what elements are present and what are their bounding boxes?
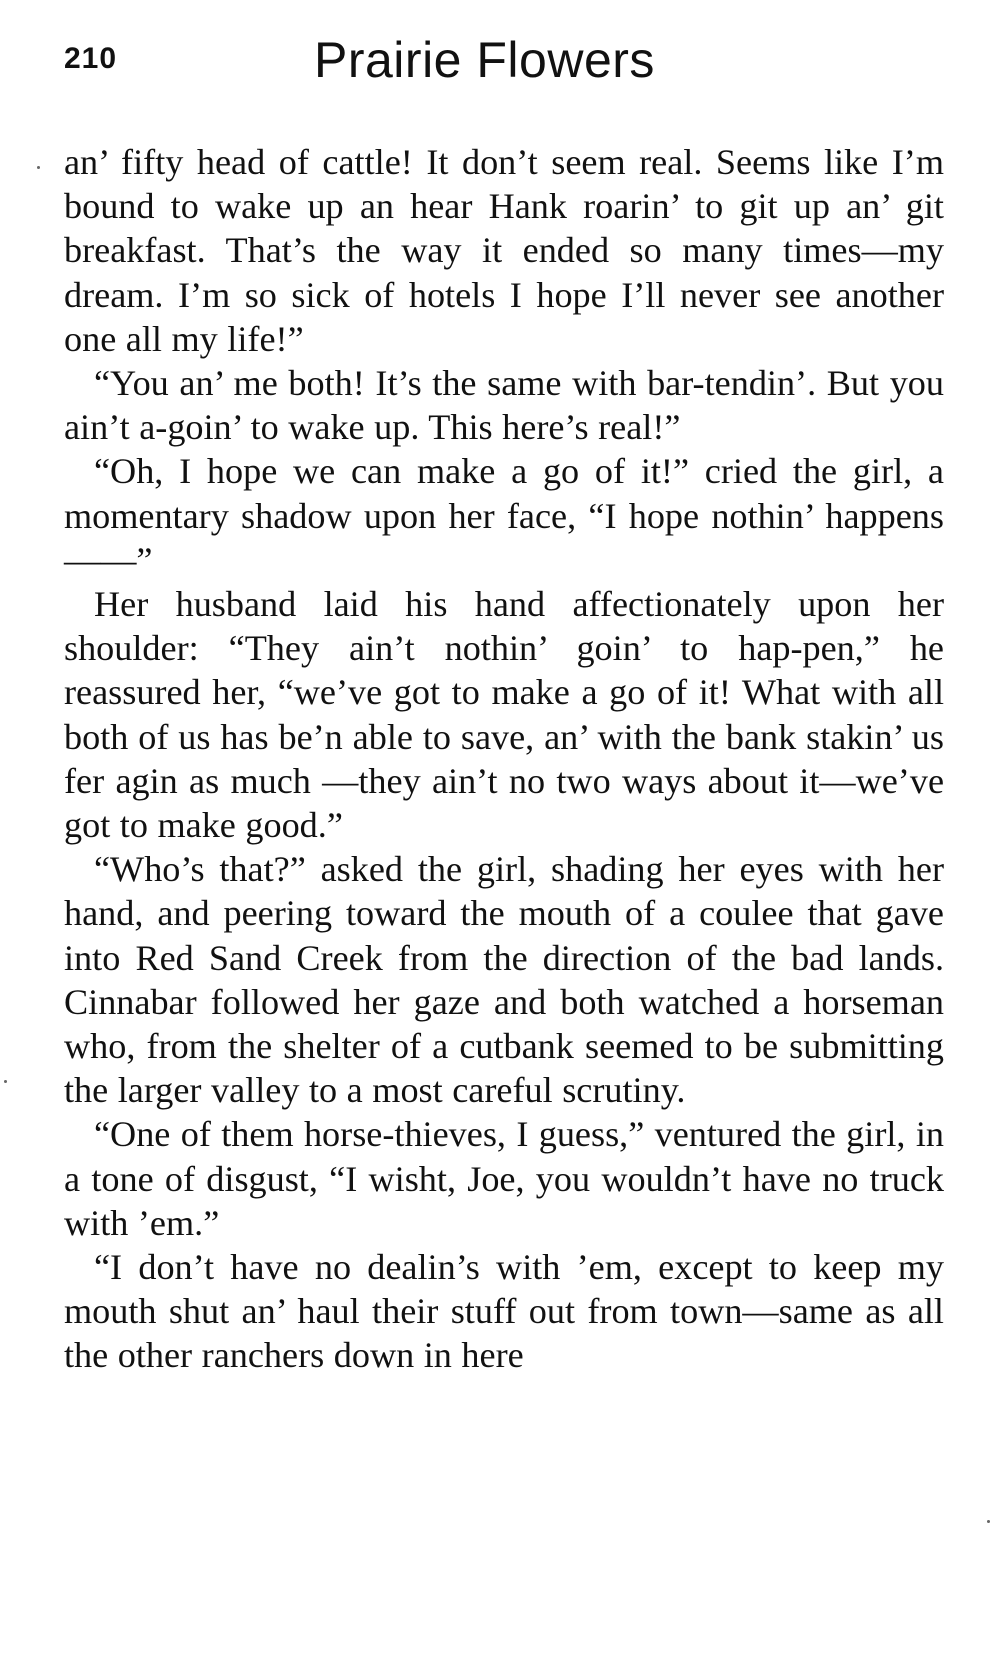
paragraph: “One of them horse-thieves, I guess,” ventured the girl, in a tone of disgust, “I wisht, Joe, you wouldn’t have no truck with ’em.”: [64, 1114, 944, 1243]
scan-speck: [37, 166, 40, 169]
paragraph: “You an’ me both! It’s the same with bar-tendin’. But you ain’t a-goin’ to wake up. This here’s real!”: [64, 363, 944, 448]
paragraph: “Oh, I hope we can make a go of it!” cried the girl, a momentary shadow upon her face, “I hope nothin’ happens——”: [64, 451, 944, 580]
page-body: [64, 140, 944, 1378]
page-number: 210: [64, 42, 118, 75]
running-title: Prairie Flowers: [314, 32, 655, 88]
paragraph: “Who’s that?” asked the girl, shading her eyes with her hand, and peering toward the mouth of a coulee that gave into Red Sand Creek from the direction of the bad lands. Cinnabar followed her gaze and both watched a horseman who, from the shelter of a cutbank seemed to be submitting the larger valley to a most careful scrutiny.: [64, 849, 944, 1111]
scan-speck: [987, 1520, 990, 1523]
scan-speck: [4, 1080, 7, 1083]
paragraph: Her husband laid his hand affectionately upon her shoulder: “They ain’t nothin’ goin’ to hap-pen,” he reassured her, “we’ve got to make a go of it! What with all both of us has be’n able to save, an’ with the bank stakin’ us fer agin as much —they ain’t no two ways about it—we’ve got to make good.”: [64, 584, 944, 846]
paragraph: an’ fifty head of cattle! It don’t seem real. Seems like I’m bound to wake up an hear Hank roarin’ to git up an’ git breakfast. That’s the way it ended so many times—my dream. I’m so sick of hotels I hope I’ll never see another one all my life!”: [64, 142, 944, 359]
paragraph: “I don’t have no dealin’s with ’em, except to keep my mouth shut an’ haul their stuff out from town—same as all the other ranchers down in here: [64, 1247, 944, 1376]
page-header: [64, 30, 940, 100]
